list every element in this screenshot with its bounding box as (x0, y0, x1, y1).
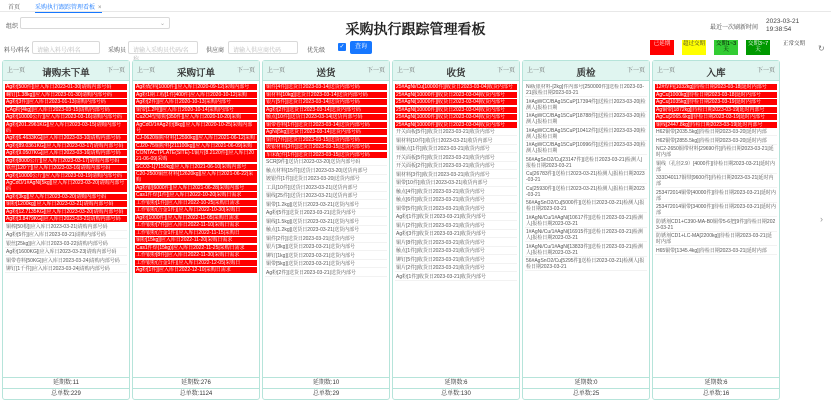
list-item[interactable]: Ag粉[10000公斤]|应入库日2023-03-16|请购内部号码 (5, 114, 127, 120)
list-item[interactable]: 防锈剂CD1+C390-MA-B0铜带5-6把[9件]|待检日期2023-03-21 (656, 218, 776, 231)
list-item[interactable]: 工作银粉(合金1件)|应入库日2022-12-05|采购日 (135, 260, 257, 266)
list-item[interactable]: Ag粉[1件]|应入库日2022-12-10|采购日需求 (135, 267, 257, 273)
supplier-label: 供应商 (206, 48, 225, 54)
total-count: 总单数:16 (702, 391, 730, 397)
list-item[interactable]: Ag粉[8000公斤]|应入库日2023-03-17|请购内部号码 (5, 158, 127, 164)
kanban-panel (652, 60, 780, 400)
tab-kanban-label: 采购执行跟踪管理看板 (35, 5, 96, 11)
list-item[interactable]: 253472014铜带[40000件]|待检日期2023-03-21|延时内部 (656, 189, 776, 202)
list-item[interactable]: 铜线[1.5kg]|送货日2023-03-21|送货内部号 (265, 219, 387, 226)
list-item[interactable]: CJ20-75铜粉料[211100kg]|应入库日2021-06-09|采购 (135, 143, 257, 149)
list-item[interactable]: 1#AgWCC/BAg15CuP[18788件]|送检日2023-03-20|检测人|报检日期 (526, 113, 646, 125)
list-item[interactable]: AgCdO/1#AgNi[5kg]|应入库日2023-03-20|请购内部号码 (5, 180, 127, 192)
list-item[interactable]: AgCdO/1#Ag2份[8kg]|应入库日2020-10-25|采购内部号 (135, 122, 257, 134)
list-item[interactable]: Ag粉[89.0361KG]|应入库日2023-03-17|请购内部号码 (5, 143, 127, 149)
list-item[interactable]: 镀银材料[3件]|送货日2023-03-15|送货内部号码 (265, 144, 387, 150)
last-refresh-label: 最近一次刷新时间 (710, 25, 759, 31)
list-item[interactable]: 银片[5件]|送货日2023-03-14|送货内部号码 (265, 99, 387, 105)
chevron-right-icon[interactable]: › (820, 214, 823, 224)
list-item[interactable]: 铜片[2件]|收货日2023-03-21|收货内部号 (395, 265, 517, 272)
legend-item: 正常交期 (782, 40, 806, 55)
panel-title: 采购订单 (176, 68, 215, 79)
list-item[interactable]: 12#焊料[1032kg]|待检日期2023-03-18|延时内部号 (655, 84, 777, 90)
list-item[interactable]: Cu[25930件]|送检日2023-03-21|检测人|报检日期2023-03-21 (525, 186, 647, 199)
list-item[interactable]: Ag粉[3件]|应入库日2023-01-13|请购内部号码 (5, 99, 127, 105)
list-item[interactable]: 触点[1.2kg]|送货日2023-03-21|送货内部号 (265, 227, 387, 234)
legend-item: 交期3~7天 (747, 41, 769, 53)
list-item[interactable]: 触点材料[15件]|送货日2023-03-20|送货内部号 (265, 168, 387, 175)
list-item[interactable]: 1#AgNi/Cu/1#AgNi[13833件]|送检日2023-03-21|检测人|报检日期2023-03-21 (525, 244, 647, 257)
list-item[interactable]: Ag粉[5件]|送货日2023-03-21|送货内部号 (265, 210, 387, 217)
panel-list (655, 84, 777, 377)
list-item[interactable]: 25#AgNi[10000件]|收货日2023-03-04|收货内部号 (395, 92, 517, 98)
list-item[interactable]: Ag粉1期工程[1件]400件|应入库日2020-10-12|采购 (135, 92, 257, 98)
close-icon[interactable]: × (98, 5, 102, 11)
total-count: 总单数:1124 (179, 391, 213, 397)
list-item[interactable]: Ag粉[1000件]|应入库日2022-11-05|采购日需求 (135, 215, 257, 221)
list-item[interactable]: Ag粉[1件]|收货日2023-03-21|收货内部号 (395, 214, 517, 221)
panel-footer (523, 377, 649, 399)
list-item[interactable]: Cas1件焊[1件]|应入库日2022-10-20|采购日需求 (135, 192, 257, 198)
list-item[interactable]: Ag粉[12.7135KG]|应入库日2023-03-20|请购内部号码 (5, 209, 127, 215)
list-item[interactable]: 铜件[4件]|送货日2023-03-14|送货内部号码 (265, 84, 387, 90)
tab-home[interactable]: 首页 (8, 5, 21, 11)
next-page-button[interactable]: 下一页 (366, 68, 385, 74)
list-item[interactable]: 触点[6件]|收货日2023-03-21|收货内部号 (395, 197, 517, 204)
list-item[interactable]: 开关面板[2件]|收货日2023-03-21|收货内部号 (395, 163, 517, 170)
panel-title: 请购未下单 (42, 68, 90, 79)
list-item[interactable]: Ag粉[3kg]|应入库日2023-03-20|请购内部号码 (5, 194, 127, 200)
list-item[interactable]: Ag粉[10000公斤]|应入库日2023-03-19|请购内部号码 (5, 173, 127, 179)
panel-list (5, 84, 127, 377)
list-item[interactable]: Ag粉[1件]|收货日2023-03-21|收货内部号 (395, 274, 517, 281)
list-item[interactable]: H62铜带[2035.5kg]|待检日期2023-03-20|延时内部 (655, 129, 777, 136)
panel-title: 送货 (316, 68, 336, 79)
list-item[interactable]: C20-2500铜丝材料[12620kg]|应入库日2021-06-22|采购 (135, 171, 257, 183)
list-item[interactable]: CJ-0620铜粉材料[12590kg]|应入库日2021-06-12|采购 (136, 135, 256, 141)
list-item[interactable]: 25#AgNi[10000件]|收货日2023-03-04|收货内部号 (395, 114, 517, 120)
supplier-input[interactable]: 请输入供应商代码 (228, 41, 298, 54)
panel-header (523, 61, 649, 81)
list-item[interactable]: Cu[26783件]|送检日2023-03-21|检测人|报检日期2023-03-21 (525, 171, 647, 184)
list-item[interactable]: 铜材料[10件]|收货日2023-03-21|收货内部号 (395, 138, 517, 145)
list-item[interactable]: Ag粉[9.0507KG]|应入库日2023-03-16|请购内部号码 (5, 150, 127, 156)
list-item[interactable]: 铜线（孔径2.9）[4000件]|待检日期2023-03-21|延时内部 (656, 160, 776, 173)
panel-footer (393, 377, 519, 399)
list-item[interactable]: SCO3-1[7150kg]|应入库日2021-06-10|采购内部号 (135, 164, 257, 170)
list-item[interactable]: 银片[3kg]|送货日2023-03-21|送货内部号 (265, 244, 387, 251)
list-item[interactable]: Ag铜带[1872kg]|待检日期2023-03-19|延时内部号 (655, 107, 777, 113)
next-page-button[interactable]: 下一页 (236, 68, 255, 74)
panel-header (653, 61, 779, 81)
tab-bar (0, 0, 831, 12)
panel-list (135, 84, 257, 377)
list-item[interactable]: 工作银粉[8件]|应入库日2022-11-30|采购日需求 (135, 252, 257, 258)
list-item[interactable]: 工作银粉(合金1件)|应入库日2022-10-30|采购日 (135, 207, 257, 213)
list-item[interactable]: Ag粉[1600KG]|应入库日2023-03-23|请购内部号码 (5, 249, 127, 256)
list-item[interactable]: 防锈剂CD1+LC-MA[2200kg]|待检日期2023-03-21|延时内部 (655, 233, 777, 246)
list-item[interactable]: Ag粉[2件]|应入库日2020-10-13|采购内部号 (135, 99, 257, 105)
list-item[interactable]: 56#AgSnO2/Cu[5000件]|送检日2023-03-21|检测人|报检日期2023-03-21 (525, 200, 647, 213)
overdue-count: 延期数:0 (523, 378, 649, 389)
tab-kanban[interactable] (35, 2, 102, 13)
panel-footer (133, 377, 259, 399)
kanban-panel (262, 60, 390, 400)
list-item[interactable]: 开关面板[5件]|收货日2023-03-21|收货内部号 (395, 155, 517, 162)
list-item[interactable]: CONTACTPLATE(SITE)-1铜片[8.2120件]|应入库日2021-06-09|采购 (135, 150, 257, 162)
list-item[interactable]: CAg粉[4kg]|应入库日2023-03-15|请购内部号码 (5, 107, 127, 113)
legend-item: 已延期 (650, 40, 674, 55)
material-input[interactable]: 请输入料号/料名 (32, 41, 100, 54)
list-item[interactable]: Ag粉[201.2961KG]|应入库日2023-03-15|请购内部号码 (5, 122, 127, 134)
list-item[interactable]: 铆钉[1千件]|应入库日2023-03-24|请购内部号码 (5, 266, 127, 273)
list-item[interactable]: 铜线[25件]|送货日2023-03-21|送货内部号 (265, 193, 387, 200)
list-item[interactable]: 1#AgNi/Cu/1#AgNi[10617件]|送检日2023-03-21|检测人|报检日期2023-03-21 (525, 215, 647, 228)
list-item[interactable]: 25#AgNi[10000件]|收货日2023-03-04|收货内部号 (395, 107, 517, 113)
list-item[interactable]: NC2-2650铜带材料[29690件]|待检日期2023-03-21|延时内部 (655, 146, 777, 159)
legend-item: 交期1~3天 (715, 41, 737, 53)
list-item[interactable]: 铁丝[120个]|应入库日2023-03-16|请购内部号码 (5, 165, 127, 171)
total-count: 总单数:130 (441, 391, 471, 397)
list-item[interactable]: 56#AgSnO2/Cu[23147件]|送检日2023-03-21|检测人|报检日期2023-03-21 (525, 157, 647, 170)
list-item[interactable]: Ni板银材料-[2kg]件内部号[250000件]|送检日2023-03-21|报检日期2023-03-21 (525, 84, 647, 97)
list-item[interactable]: 1#AgWCC/BAg15CuP[10412件]|送检日2023-03-20|检测人|报检日期 (526, 127, 646, 140)
list-item[interactable]: Ag粉[2件]|送货日2023-03-14|送货内部号码 (265, 107, 387, 113)
material-label: 料号/料名 (4, 48, 30, 54)
list-item[interactable]: 铜带卷料[50KG]|应入库日2023-03-24|请购内部号码 (5, 258, 127, 265)
org-label: 组织 (6, 24, 19, 30)
next-page-button[interactable]: 下一页 (106, 68, 125, 74)
list-item[interactable]: 1#AgNi/Cu/1#AgNi[16915件]|送检日2023-03-21|检测人|报检日期2023-03-21 (525, 229, 647, 242)
buyer-input[interactable]: 请输入采购员代码/名 (128, 41, 198, 54)
panel-header (393, 61, 519, 81)
list-item[interactable]: Ag粉[2件]|送货日2023-03-21|送货内部号 (265, 270, 387, 277)
list-item[interactable]: 铜件[2件]|送货日2023-03-21|送货内部号 (265, 236, 387, 243)
list-item[interactable]: 铜带[5kg]|送货日2023-03-21|送货内部号 (265, 261, 387, 268)
list-item[interactable]: 铜件[7件]|送货日2023-03-15|送货内部号码 (265, 137, 387, 143)
kanban-panel (392, 60, 520, 400)
list-item[interactable]: 1#AgWCC/BAg15CuP[10996件]|送检日2023-03-20|检测人|报检日期 (526, 142, 646, 154)
list-item[interactable]: H62铜带[2855.5kg]|待检日期2023-03-20|延时内部 (655, 138, 777, 145)
page-title: 采购执行跟踪管理看板 (345, 21, 486, 37)
next-page-button[interactable]: 下一页 (626, 68, 645, 74)
panel-footer (3, 377, 129, 399)
list-item[interactable]: 铜粉[15kg]|应入库日2022-11-20|采购日需求 (135, 237, 257, 243)
list-item[interactable]: Ag粉[500件]|应入库日2023-01-30|请购内部号码 (5, 84, 127, 90)
panel-title: 收货 (446, 68, 466, 79)
chevron-down-icon: ⌄ (159, 21, 165, 27)
panel-header (263, 61, 389, 81)
refresh-icon[interactable]: ↻ (818, 44, 825, 53)
overdue-count: 延期数:6 (393, 378, 519, 389)
list-item[interactable]: 铆钉[5件]|收货日2023-03-21|收货内部号 (395, 257, 517, 264)
query-button[interactable]: 查询 (350, 41, 372, 54)
refresh-time: 19:38:54 (766, 26, 792, 33)
priority-label: 优先级 (307, 48, 326, 54)
list-item[interactable]: 25#AgNi/Cu[10000件]|收货日2023-03-04|收货内部号 (395, 84, 517, 90)
list-item[interactable]: 1#AgWCC/BAg15CuP[17394件]|送检日2023-03-20|检测人|报检日期 (526, 98, 646, 111)
panel-header (133, 61, 259, 81)
list-item[interactable]: 工作银粉[1件]|应入库日2022-10-25|采购日需求 (135, 200, 257, 206)
kanban-panel (132, 60, 260, 400)
legend-item: 超过交期 (682, 40, 706, 55)
prev-page-button[interactable]: 上一页 (267, 68, 286, 74)
list-item[interactable]: 25#AgNi[10000件]|收货日2023-03-04|收货内部号 (395, 99, 517, 105)
panel-footer (263, 377, 389, 399)
list-item[interactable]: Ag粉[3件]|收货日2023-03-21|收货内部号 (395, 231, 517, 238)
kanban-panel (522, 60, 650, 400)
list-item[interactable]: Ag粉银[6000件]|应入库日2021-06-28|采购内部号 (135, 185, 257, 191)
list-item[interactable]: 铜带[1.2kg]|送货日2023-03-21|送货内部号 (265, 202, 387, 209)
prev-page-button[interactable]: 上一页 (137, 68, 156, 74)
list-item[interactable]: AgNi[5kg]|送货日2023-03-14|送货内部号码 (265, 129, 387, 135)
list-item[interactable]: Cu2O4型银粉[350件]|应入库日2020-10-20|采购 (135, 114, 257, 120)
panel-title: 入库 (706, 68, 726, 79)
list-item[interactable]: AgCu[1035kg]|待检日期2023-03-19|延时内部号 (655, 99, 777, 105)
priority-checkbox[interactable]: ✓ (339, 44, 345, 50)
list-item[interactable]: 铜材料[3件]|收货日2023-03-21|收货内部号 (395, 172, 517, 179)
overdue-count: 延期数:6 (653, 378, 779, 389)
list-item[interactable]: 333D40117铜带[9600件]|待检日期2023-03-21|延时内部 (655, 175, 777, 188)
total-count: 总单数:229 (51, 391, 81, 397)
list-item[interactable]: 铜片[8件]|收货日2023-03-21|收货内部号 (395, 240, 517, 247)
list-item[interactable]: 工具[10件]|送货日2023-03-21|送货内部号 (265, 185, 387, 192)
list-item[interactable]: H65铜带[1345.4kg]|待检日期2023-03-21|延时内部 (655, 248, 777, 255)
list-item[interactable]: SCR[9件]|送货日2023-03-20|送货内部号码 (265, 159, 387, 166)
list-item[interactable]: 铜带卷料[1件]|送货日2023-03-14|送货内部号码 (265, 122, 387, 128)
list-item[interactable]: 56#AgSnO2/Cu[5295件]|送检日2023-03-21|检测人|报检日期2023-03-21 (525, 258, 647, 271)
list-item[interactable]: 触点[1件]|收货日2023-03-21|收货内部号 (395, 248, 517, 255)
panel-list (525, 84, 647, 377)
list-item[interactable]: 工作银粉(合金1件)|应入库日2022-11-15|采购日 (135, 230, 257, 236)
list-item[interactable]: 铜带[10件]|收货日2023-03-21|收货内部号 (395, 180, 517, 187)
panel-footer (653, 377, 779, 399)
list-item[interactable]: 铜线[2447.8kg]|待检日期2023-03-19|延时内部号 (655, 122, 777, 128)
list-item[interactable]: 触点[10件]|送货日2023-03-14|送货内部号码 (265, 114, 387, 120)
panel-header (3, 61, 129, 81)
overdue-count: 延期数:10 (263, 378, 389, 389)
list-item[interactable]: AgCu[2065.6kg]|待检日期2023-03-19|延时内部号 (655, 114, 777, 120)
prev-page-button[interactable]: 上一页 (657, 68, 676, 74)
prev-page-button[interactable]: 上一页 (527, 68, 546, 74)
list-item[interactable]: 25#AgNi[10000件]|收货日2023-03-04|收货内部号 (395, 122, 517, 128)
list-item[interactable]: 铜片[2件]|收货日2023-03-21|收货内部号 (395, 223, 517, 230)
overdue-count: 延期数:11 (3, 378, 129, 389)
list-item[interactable]: Ag粉[5件]|应入库日2023-03-21|请购内部号码 (5, 232, 127, 239)
list-item[interactable]: 工作银粉[7件]|应入库日2022-11-10|采购日需求 (135, 222, 257, 228)
list-item[interactable]: Ag粉[6.4633KG]|应入库日2023-03-10|请购内部号码 (5, 135, 127, 141)
list-item[interactable]: 螺钉[1.38kg]|应入库日2023-01-30|请购内部号码 (5, 92, 127, 98)
list-item[interactable]: Cas1件焊(15kg)|应入库日2022-11-25|采购日需求 (135, 245, 257, 251)
total-count: 总单数:25 (572, 391, 600, 397)
list-item[interactable]: 铜棒[50根]|应入库日2023-03-21|请购内部号码 (5, 224, 127, 231)
overdue-count: 延期数:276 (133, 378, 259, 389)
list-item[interactable]: 铜带[1.2吨]|应入库日2020-10-14|采购内部号 (135, 107, 257, 113)
panel-list (265, 84, 387, 377)
list-item[interactable]: 253472014铜带[34000件]|待检日期2023-03-21|延时内部 (656, 204, 776, 216)
total-count: 总单数:29 (312, 391, 340, 397)
list-item[interactable]: 铜粉[1200kg]|应入库日2023-03-21|请购内部号码 (5, 201, 127, 207)
kanban-panel (2, 60, 130, 400)
list-item[interactable]: 银丝[25kg]|应入库日2023-03-22|请购内部号码 (5, 241, 127, 248)
next-page-button[interactable]: 下一页 (756, 68, 775, 74)
list-item[interactable]: 车床配件[1件]|送货日2023-03-15|送货内部号码 (265, 152, 387, 158)
buyer-label: 采购员 (108, 48, 127, 54)
prev-page-button[interactable]: 上一页 (397, 68, 416, 74)
next-page-button[interactable]: 下一页 (496, 68, 515, 74)
list-item[interactable]: Ag粉配料[1000件]|应入库日2020-09-12|采购内部号 (135, 84, 257, 90)
refresh-timestamp (766, 18, 799, 34)
refresh-date: 2023-03-21 (766, 18, 800, 25)
list-item[interactable]: 镀银件[1件]|送货日2023-03-20|送货内部号 (265, 176, 387, 183)
list-item[interactable]: 铜带[5件]|收货日2023-03-21|收货内部号 (395, 206, 517, 213)
list-item[interactable]: AgCu[1000kg]|待检日期2023-03-18|延时内部号 (655, 92, 777, 98)
list-item[interactable]: 开关面板[5件]|收货日2023-03-21|收货内部号 (395, 129, 517, 136)
list-item[interactable]: 铆钉[1kg]|送货日2023-03-21|送货内部号 (265, 253, 387, 260)
list-item[interactable]: 触点[4件]|收货日2023-03-21|收货内部号 (395, 189, 517, 196)
panel-title: 质检 (576, 68, 596, 79)
panel-list (395, 84, 517, 377)
list-item[interactable]: Ag粉[3.8479KG]|应入库日2023-03-21|请购内部号码 (5, 216, 127, 222)
list-item[interactable]: 铜触点[1件]|收货日2023-03-21|收货内部号 (395, 146, 517, 153)
prev-page-button[interactable]: 上一页 (7, 68, 26, 74)
list-item[interactable]: 铜材料[10kg]|送货日2023-03-14|送货内部号码 (265, 92, 387, 98)
